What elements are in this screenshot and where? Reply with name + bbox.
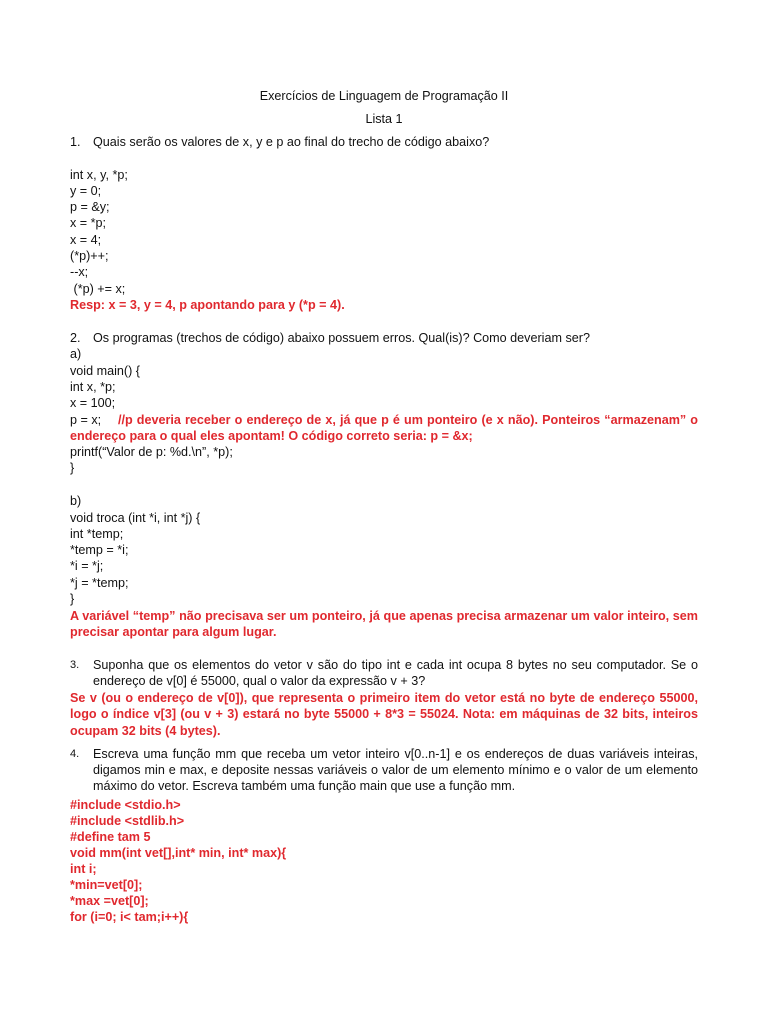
q4-code-line: *max =vet[0];: [70, 894, 149, 908]
q4-code-line: for (i=0; i< tam;i++){: [70, 910, 189, 924]
q3-number: 3.: [70, 659, 80, 671]
q2-b-code-line: *j = *temp;: [70, 576, 129, 590]
q3-question: Suponha que os elementos do vetor v são do tipo int e cada int ocupa 8 bytes no seu computador. Se o endereço de v[0] é 55000, qual o valor da expressão v + 3?: [93, 658, 698, 688]
q1-question: Quais serão os valores de x, y e p ao final do trecho de código abaixo?: [93, 135, 490, 149]
q2-a-code-line: x = 100;: [70, 396, 116, 410]
q2-b-code-line: int *temp;: [70, 527, 124, 541]
q1-number: 1.: [70, 135, 81, 149]
q1-answer: Resp: x = 3, y = 4, p apontando para y (*p = 4).: [70, 298, 345, 312]
q2-number: 2.: [70, 331, 81, 345]
q1-code-line: (*p) += x;: [70, 282, 126, 296]
q1-code-line: int x, y, *p;: [70, 168, 128, 182]
q2-a-code-line: printf(“Valor de p: %d.\n”, *p);: [70, 445, 233, 459]
q4-code-line: #include <stdio.h>: [70, 798, 181, 812]
q1-code-line: y = 0;: [70, 184, 102, 198]
q2-a-label: a): [70, 347, 82, 361]
q4-question: Escreva uma função mm que receba um vetor inteiro v[0..n-1] e os endereços de duas variáveis inteiras, digamos min e max, e deposite nessas variáveis o valor de um elemento mínimo e o valor de um elemento máximo do vetor. Escreva também uma função main que use a função mm.: [93, 747, 698, 793]
q4-code-line: int i;: [70, 862, 97, 876]
q2-a-comment-continued: endereço para o qual eles apontam! O código correto seria: p = &x;: [70, 429, 473, 443]
q2-b-code-line: void troca (int *i, int *j) {: [70, 511, 201, 525]
q2-b-answer: A variável “temp” não precisava ser um ponteiro, já que apenas precisa armazenar um valor inteiro, sem precisar apontar para algum lugar.: [70, 609, 698, 640]
q4-number: 4.: [70, 748, 80, 760]
q2-a-code-line: }: [70, 461, 75, 475]
q4-code-line: #include <stdlib.h>: [70, 814, 185, 828]
q4-code-line: #define tam 5: [70, 830, 151, 844]
q2-a-code-line: void main() {: [70, 364, 140, 378]
q2-b-code-line: *i = *j;: [70, 559, 104, 573]
document-subtitle: Lista 1: [365, 112, 403, 126]
q4-code-line: void mm(int vet[],int* min, int* max){: [70, 846, 287, 860]
q1-code-line: (*p)++;: [70, 249, 109, 263]
q2-b-code-line: }: [70, 592, 75, 606]
q2-question: Os programas (trechos de código) abaixo possuem erros. Qual(is)? Como deveriam ser?: [93, 331, 590, 345]
q2-b-code-line: *temp = *i;: [70, 543, 129, 557]
q2-a-comment: //p deveria receber o endereço de x, já que p é um ponteiro (e x não). Ponteiros “armazenam” o: [118, 413, 698, 427]
document-title: Exercícios de Linguagem de Programação II: [259, 89, 509, 103]
q4-code-line: *min=vet[0];: [70, 878, 143, 892]
q3-answer: Se v (ou o endereço de v[0]), que representa o primeiro item do vetor está no byte de endereço 55000, logo o índice v[3] (ou v + 3) estará no byte 55000 + 8*3 = 55024. Nota: em máquinas de 32 bits, inteiros ocupam 32 bits (4 bytes).: [70, 691, 698, 738]
q1-code-line: p = &y;: [70, 200, 110, 214]
q2-a-code-line: int x, *p;: [70, 380, 116, 394]
q2-a-code-line-p: p = x;: [70, 413, 102, 427]
q1-code-line: x = 4;: [70, 233, 102, 247]
q1-code-line: --x;: [70, 265, 89, 279]
q2-b-label: b): [70, 494, 82, 508]
q1-code-line: x = *p;: [70, 216, 107, 230]
